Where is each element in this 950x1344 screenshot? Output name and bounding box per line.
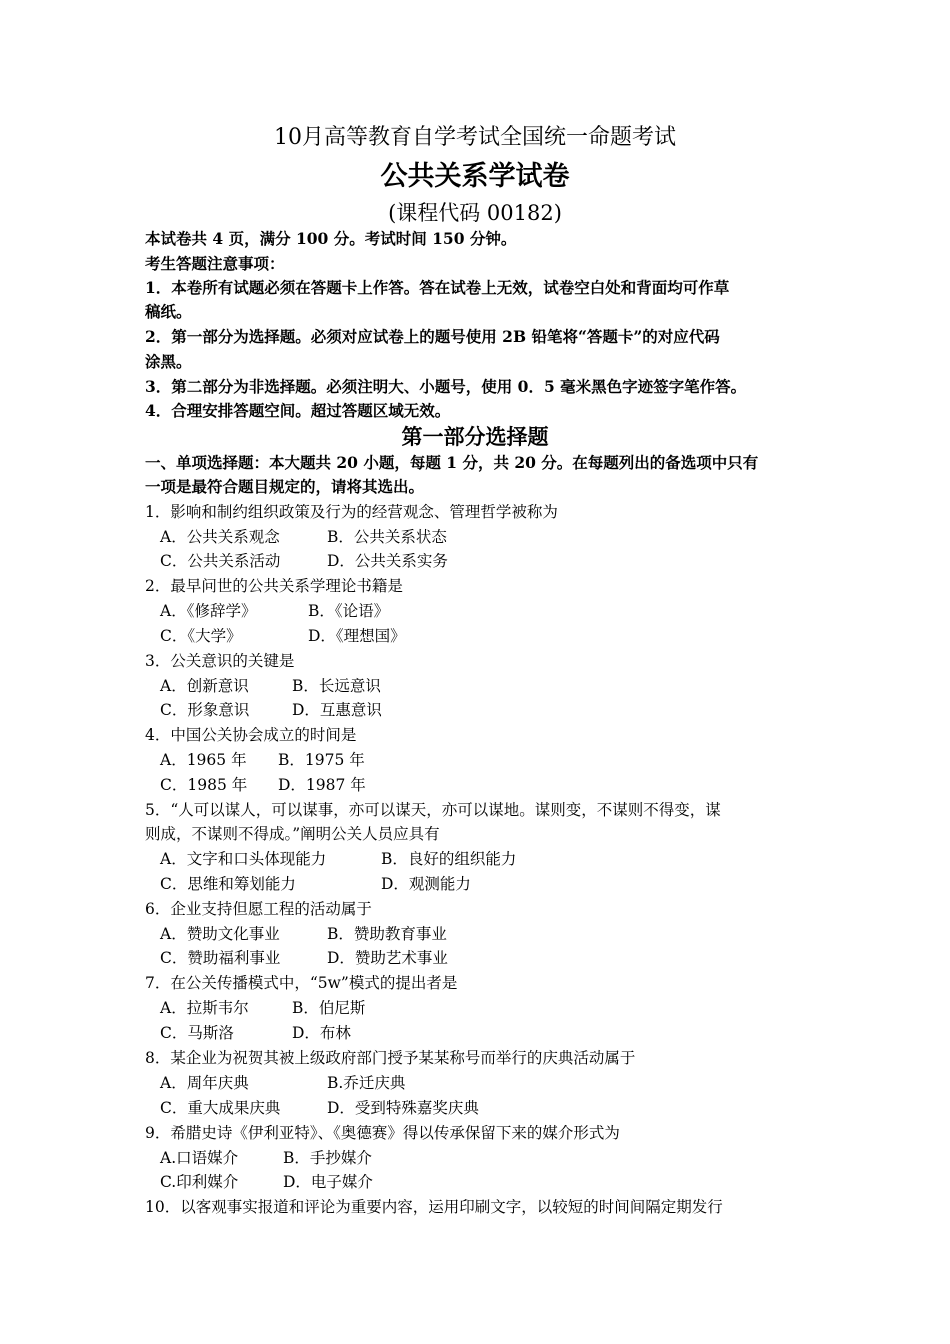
q4-option-b: B．1975 年 bbox=[278, 751, 365, 769]
notice-2: 2．第一部分为选择题。必须对应试卷上的题号使用 2B 铅笔将“答题卡”的对应代码 bbox=[145, 327, 720, 346]
q9-option-d: D．电子媒介 bbox=[283, 1173, 373, 1191]
question-1: 1．影响和制约组织政策及行为的经营观念、管理哲学被称为 bbox=[145, 503, 558, 521]
q1-option-c: C．公共关系活动 bbox=[160, 552, 281, 570]
question-6: 6．企业支持但愿工程的活动属于 bbox=[145, 900, 372, 918]
q2-option-a: A．《修辞学》 bbox=[160, 602, 257, 620]
part1-instructions-cont: 一项是最符合题目规定的，请将其选出。 bbox=[145, 477, 425, 496]
q9-option-a: A.口语媒介 bbox=[160, 1149, 239, 1167]
q8-option-b: B.乔迁庆典 bbox=[327, 1074, 406, 1092]
q5-option-c: C．思维和筹划能力 bbox=[160, 875, 296, 893]
exam-info: 本试卷共 4 页，满分 100 分。考试时间 150 分钟。 bbox=[145, 229, 517, 248]
exam-title: 10月高等教育自学考试全国统一命题考试 bbox=[274, 125, 676, 150]
q3-option-d: D．互惠意识 bbox=[292, 701, 382, 719]
q6-option-b: B．赞助教育事业 bbox=[327, 925, 447, 943]
question-9: 9．希腊史诗《伊利亚特》、《奥德赛》得以传承保留下来的媒介形式为 bbox=[145, 1124, 620, 1142]
q5-option-a: A．文字和口头体现能力 bbox=[160, 850, 327, 868]
question-4: 4．中国公关协会成立的时间是 bbox=[145, 726, 357, 744]
question-5-cont: 则成，不谋则不得成。”阐明公关人员应具有 bbox=[145, 825, 440, 843]
question-5: 5．“人可以谋人，可以谋事，亦可以谋天，亦可以谋地。谋则变，不谋则不得变，谋 bbox=[145, 801, 721, 819]
q7-option-a: A．拉斯韦尔 bbox=[160, 999, 249, 1017]
q9-option-b: B．手抄媒介 bbox=[283, 1149, 372, 1167]
q9-option-c: C.印利媒介 bbox=[160, 1173, 239, 1191]
notice-4: 4．合理安排答题空间。超过答题区域无效。 bbox=[145, 401, 451, 420]
q4-option-a: A．1965 年 bbox=[160, 751, 247, 769]
q4-option-c: C．1985 年 bbox=[160, 776, 248, 794]
notice-3: 3．第二部分为非选择题。必须注明大、小题号，使用 0．5 毫米黑色字迹签字笔作答。 bbox=[145, 377, 747, 396]
q6-option-d: D．赞助艺术事业 bbox=[327, 949, 448, 967]
part1-heading: 第一部分选择题 bbox=[401, 425, 549, 449]
question-7: 7．在公关传播模式中，“5w”模式的提出者是 bbox=[145, 974, 458, 992]
q2-option-d: D．《理想国》 bbox=[308, 627, 406, 645]
notice-heading: 考生答题注意事项： bbox=[145, 254, 285, 273]
question-3: 3．公关意识的关键是 bbox=[145, 652, 295, 670]
q1-option-d: D．公共关系实务 bbox=[327, 552, 448, 570]
question-10: 10．以客观事实报道和评论为重要内容，运用印刷文字，以较短的时间间隔定期发行 bbox=[145, 1198, 723, 1216]
q5-option-b: B．良好的组织能力 bbox=[381, 850, 517, 868]
q7-option-d: D．布林 bbox=[292, 1024, 351, 1042]
q7-option-b: B．伯尼斯 bbox=[292, 999, 366, 1017]
q8-option-a: A．周年庆典 bbox=[160, 1074, 249, 1092]
q8-option-c: C．重大成果庆典 bbox=[160, 1099, 281, 1117]
q8-option-d: D．受到特殊嘉奖庆典 bbox=[327, 1099, 479, 1117]
q1-option-b: B．公共关系状态 bbox=[327, 528, 447, 546]
q6-option-a: A．赞助文化事业 bbox=[160, 925, 280, 943]
q3-option-c: C．形象意识 bbox=[160, 701, 250, 719]
q6-option-c: C．赞助福利事业 bbox=[160, 949, 281, 967]
course-code: (课程代码 00182) bbox=[388, 201, 562, 225]
question-2: 2．最早问世的公共关系学理论书籍是 bbox=[145, 577, 403, 595]
q3-option-a: A．创新意识 bbox=[160, 677, 249, 695]
q2-option-c: C．《大学》 bbox=[160, 627, 242, 645]
notice-1-cont: 稿纸。 bbox=[145, 302, 192, 321]
q3-option-b: B．长远意识 bbox=[292, 677, 381, 695]
q1-option-a: A．公共关系观念 bbox=[160, 528, 280, 546]
q2-option-b: B．《论语》 bbox=[308, 602, 390, 620]
subject-title: 公共关系学试卷 bbox=[380, 161, 570, 192]
q5-option-d: D．观测能力 bbox=[381, 875, 471, 893]
q4-option-d: D．1987 年 bbox=[278, 776, 366, 794]
notice-2-cont: 涂黑。 bbox=[145, 352, 192, 371]
notice-1: 1．本卷所有试题必须在答题卡上作答。答在试卷上无效，试卷空白处和背面均可作草 bbox=[145, 278, 730, 297]
part1-instructions: 一、单项选择题：本大题共 20 小题，每题 1 分，共 20 分。在每题列出的备选项中只有 bbox=[145, 453, 759, 472]
question-8: 8．某企业为祝贺其被上级政府部门授予某某称号而举行的庆典活动属于 bbox=[145, 1049, 636, 1067]
q7-option-c: C．马斯洛 bbox=[160, 1024, 234, 1042]
